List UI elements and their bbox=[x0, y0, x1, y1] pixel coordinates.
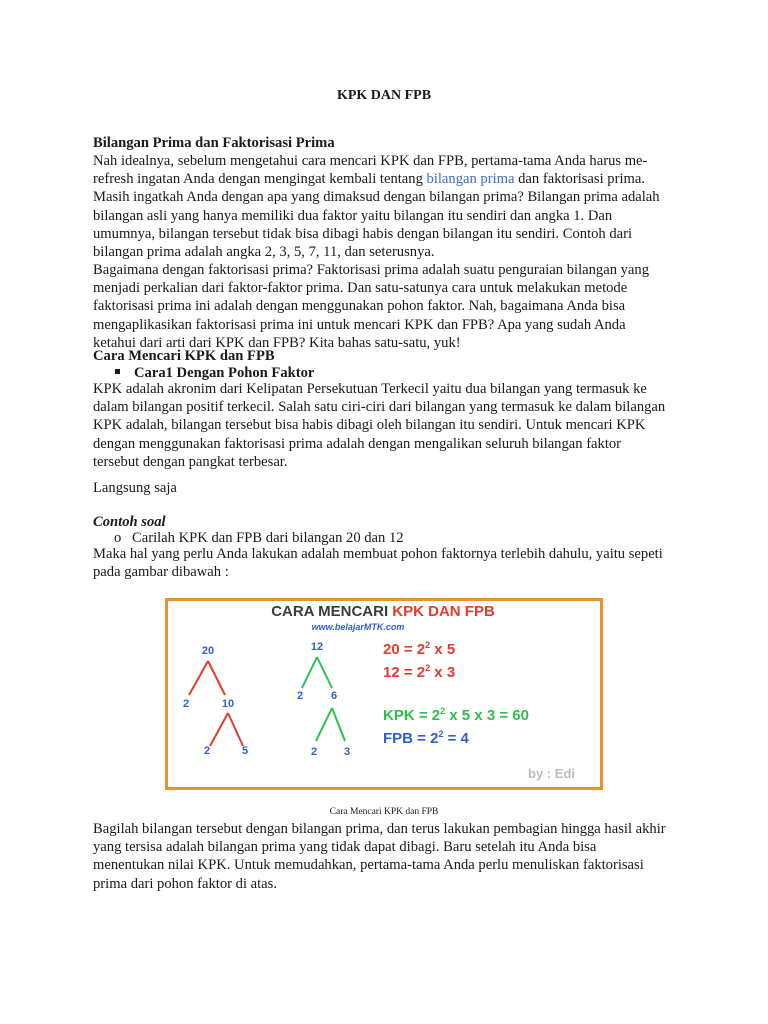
paragraph-maka bbox=[93, 545, 675, 581]
tree-node: 2 bbox=[296, 690, 304, 702]
section-heading-contoh-soal: Contoh soal bbox=[93, 514, 166, 530]
text-line: umumnya, bilangan tersebut tidak bisa dibagi habis dengan bilangan itu sendiri. Contoh dari bbox=[93, 225, 633, 242]
text-fragment: refresh ingatan Anda dengan mengingat kembali tentang bbox=[93, 171, 427, 188]
text-line: dengan menggunakan faktorisasi prima adalah dengan mengalikan seluruh bilangan faktor bbox=[93, 435, 622, 452]
tree-node: 2 bbox=[310, 746, 318, 758]
text-line: yang tersisa adalah bilangan prima yang tidak dapat dibagi. Baru setelah itu Anda bisa bbox=[93, 839, 597, 856]
text-line: bilangan prima adalah angka 2, 3, 5, 7, 11, dan seterusnya. bbox=[93, 244, 435, 261]
page-title: KPK DAN FPB bbox=[336, 88, 432, 103]
figure-title: CARA MENCARI KPK DAN FPB bbox=[271, 603, 495, 620]
equation-kpk: KPK = $2^2$ x 5 x 3 = 60 bbox=[383, 706, 529, 724]
tree-node: 6 bbox=[330, 690, 338, 702]
tree-node: 3 bbox=[343, 746, 351, 758]
factor-tree-figure bbox=[165, 598, 603, 790]
circle-bullet-icon: o bbox=[114, 530, 122, 546]
tree-node: 5 bbox=[241, 745, 249, 757]
square-bullet-icon bbox=[115, 369, 120, 374]
text-line: Masih ingatkah Anda dengan apa yang dimaksud dengan bilangan prima? Bilangan prima adalah bbox=[93, 189, 660, 206]
text-line: tersebut dengan pangkat terbesar. bbox=[93, 453, 288, 470]
paragraph-kpk-definition bbox=[93, 380, 675, 471]
text-line bbox=[93, 170, 675, 188]
langsung-saja-text: Langsung saja bbox=[93, 480, 177, 496]
bullet-text: Carilah KPK dan FPB dari bilangan 20 dan 12 bbox=[132, 530, 404, 546]
text-line: bilangan asli yang hanya memiliki dua faktor yaitu bilangan itu sendiri dan angka 1. Dan bbox=[93, 207, 613, 224]
bilangan-prima-link[interactable]: bilangan prima bbox=[426, 171, 515, 188]
text-line: menentukan nilai KPK. Untuk memudahkan, pertama-tama Anda perlu menuliskan faktorisasi bbox=[93, 857, 644, 874]
site-url: www.belajarMTK.com bbox=[311, 622, 405, 632]
equation-fpb: FPB = $2^2 = 4$ bbox=[383, 729, 469, 747]
factor-tree-graphic bbox=[165, 598, 603, 790]
text-line: Bagilah bilangan tersebut dengan bilangan prima, dan terus lakukan pembagian hingga hasil akhir bbox=[93, 821, 666, 837]
text-line: faktorisasi prima ini adalah dengan menggunakan pohon faktor. Nah, bagaimana Anda bisa bbox=[93, 298, 626, 315]
text-line: pada gambar dibawah : bbox=[93, 564, 229, 581]
paragraph-intro bbox=[93, 152, 675, 261]
section-heading-cara-mencari: Cara Mencari KPK dan FPB bbox=[93, 348, 275, 364]
paragraph-closing bbox=[93, 820, 675, 893]
text-line: prima dari pohon faktor di atas. bbox=[93, 875, 277, 892]
text-line: Maka hal yang perlu Anda lakukan adalah membuat pohon faktornya terlebih dahulu, yaitu sepeti bbox=[93, 546, 663, 562]
text-line: mengaplikasikan faktorisasi prima ini untuk mencari KPK dan FPB? Apa yang sudah Anda bbox=[93, 316, 626, 333]
text-line: dalam bilangan positif terkecil. Salah satu ciri-ciri dari bilangan yang termasuk ke dalam bilangan bbox=[93, 399, 666, 416]
text-line: menjadi perkalian dari faktor-faktor prima. Dan satu-satunya cara untuk melakukan metode bbox=[93, 280, 628, 297]
paragraph-faktorisasi bbox=[93, 261, 675, 352]
text-line: KPK adalah akronim dari Kelipatan Persekutuan Terkecil yaitu dua bilangan yang termasuk ke bbox=[93, 381, 647, 397]
equation-12: $12 = 2^2$ x 3 bbox=[383, 663, 456, 681]
text-line: Nah idealnya, sebelum mengetahui cara mencari KPK dan FPB, pertama-tama Anda harus me- bbox=[93, 153, 648, 169]
text-line: Bagaimana dengan faktorisasi prima? Faktorisasi prima adalah suatu penguraian bilangan yang bbox=[93, 262, 650, 278]
section-heading-bilangan-prima: Bilangan Prima dan Faktorisasi Prima bbox=[93, 135, 335, 151]
tree-node: 2 bbox=[203, 745, 211, 757]
figure-caption: Cara Mencari KPK dan FPB bbox=[329, 807, 439, 817]
byline: by : Edi bbox=[528, 766, 575, 781]
equation-20: $20 = 2^2$ x 5 bbox=[383, 640, 456, 658]
text-line: ketahui dari arti dari KPK dan FPB? Kita bahas satu-satu, yuk! bbox=[93, 334, 461, 351]
tree-node: 20 bbox=[201, 645, 215, 657]
tree-node: 10 bbox=[221, 698, 235, 710]
text-fragment: dan faktorisasi prima. bbox=[514, 171, 645, 188]
tree-node: 12 bbox=[310, 641, 324, 653]
tree-node: 2 bbox=[182, 698, 190, 710]
bullet-text: Cara1 Dengan Pohon Faktor bbox=[134, 365, 315, 381]
text-line: KPK adalah, bilangan tersebut bisa habis dibagi oleh bilangan itu sendiri. Untuk mencari KPK bbox=[93, 417, 646, 434]
